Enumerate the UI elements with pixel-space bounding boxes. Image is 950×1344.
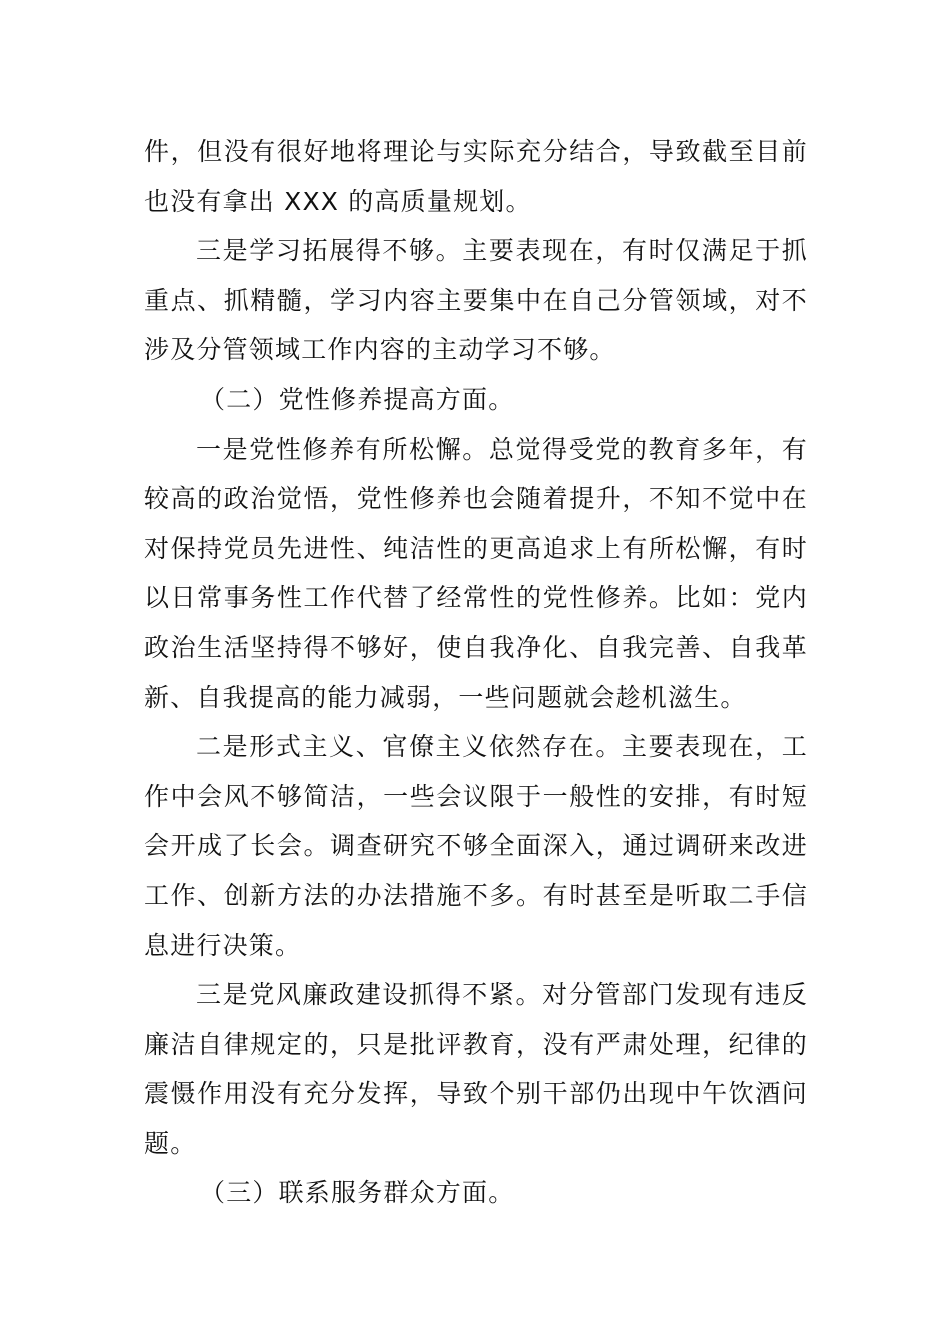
text-line: 题。 — [144, 1128, 197, 1158]
section-heading-3 — [144, 1168, 808, 1218]
text-line: 三是学习拓展得不够。主要表现在，有时仅满足于抓 — [196, 236, 808, 266]
paragraph-integrity — [144, 970, 808, 1168]
text-line: 一是党性修养有所松懈。总觉得受党的教育多年，有 — [196, 434, 808, 464]
text-line: 对保持党员先进性、纯洁性的更高追求上有所松懈，有时 — [144, 533, 808, 563]
text-line: 新、自我提高的能力减弱，一些问题就会趁机滋生。 — [144, 682, 747, 712]
heading-line: （三）联系服务群众方面。 — [200, 1178, 515, 1208]
paragraph-learning-expansion — [144, 226, 808, 375]
text-line: 廉洁自律规定的，只是批评教育，没有严肃处理，纪律的 — [144, 1029, 808, 1059]
text-line: 工作、创新方法的办法措施不多。有时甚至是听取二手信 — [144, 880, 808, 910]
text-line: 息进行决策。 — [144, 930, 302, 960]
document-body — [144, 127, 808, 1218]
text-line: 涉及分管领域工作内容的主动学习不够。 — [144, 335, 616, 365]
paragraph-formalism — [144, 722, 808, 970]
paragraph-party-cultivation — [144, 425, 808, 723]
text-line: 政治生活坚持得不够好，使自我净化、自我完善、自我革 — [144, 632, 808, 662]
text-line: 二是形式主义、官僚主义依然存在。主要表现在，工 — [196, 732, 808, 762]
text-line: 较高的政治觉悟，党性修养也会随着提升，不知不觉中在 — [144, 484, 808, 514]
text-line: 件，但没有很好地将理论与实际充分结合，导致截至目前 — [144, 137, 808, 166]
paragraph-continuation — [144, 127, 808, 226]
text-line: 三是党风廉政建设抓得不紧。对分管部门发现有违反 — [196, 980, 808, 1010]
text-line: 重点、抓精髓，学习内容主要集中在自己分管领域，对不 — [144, 285, 808, 315]
text-line: 震慑作用没有充分发挥，导致个别干部仍出现中午饮酒问 — [144, 1079, 808, 1109]
heading-line: （二）党性修养提高方面。 — [200, 384, 515, 414]
text-line: 作中会风不够简洁，一些会议限于一般性的安排，有时短 — [144, 781, 808, 811]
section-heading-2 — [144, 375, 808, 425]
text-line: 也没有拿出 XXX 的高质量规划。 — [144, 186, 532, 216]
text-line: 会开成了长会。调查研究不够全面深入，通过调研来改进 — [144, 831, 808, 861]
text-line: 以日常事务性工作代替了经常性的党性修养。比如：党内 — [144, 583, 808, 613]
